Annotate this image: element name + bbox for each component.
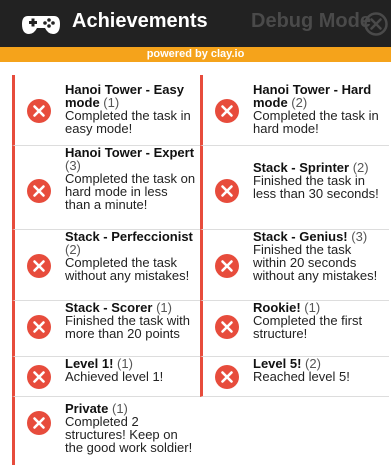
x-circle-icon [27,99,51,123]
achievement-item [200,301,389,357]
achievement-item [12,230,200,301]
achievement-title: Hanoi Tower - Hard mode [253,82,372,110]
debug-mode-button[interactable]: Debug Mode [251,10,371,32]
achievement-item [200,146,389,230]
achievement-item [12,397,200,465]
achievement-row [12,397,389,465]
achievement-item [12,301,200,357]
achievement-item [200,357,389,397]
close-icon[interactable] [364,12,388,36]
achievement-title: Stack - Perfeccionist [65,229,193,244]
x-circle-icon [27,254,51,278]
x-circle-icon [27,179,51,203]
achievement-text [253,230,385,282]
achievement-item [200,75,389,146]
achievement-row [12,146,389,230]
achievement-description: Finished the task in less than 30 seconds! [253,173,379,201]
achievement-description: Achieved level 1! [65,369,164,384]
achievement-description: Finished the task within 20 seconds without any mistakes! [253,242,378,283]
achievement-row [12,357,389,397]
achievement-count: (1) [156,300,172,315]
achievement-item [200,230,389,301]
achievement-title: Rookie! [253,300,301,315]
achievement-text [65,146,196,211]
achievement-text [253,357,385,383]
empty-cell [200,397,389,465]
achievement-title: Stack - Genius! [253,229,348,244]
achievement-text [65,301,196,340]
achievement-text [253,161,385,200]
achievement-title: Stack - Sprinter [253,160,350,175]
achievement-text [253,83,385,135]
achievement-title: Level 5! [253,356,302,371]
x-circle-icon [215,315,239,339]
achievement-description: Completed the first structure! [253,313,363,341]
achievement-text [253,301,385,340]
achievement-count: (1) [304,300,321,315]
achievement-item [12,357,200,397]
x-circle-icon [215,254,239,278]
x-circle-icon [27,411,51,435]
achievement-count: (3) [65,158,81,173]
achievement-text [65,402,196,454]
x-circle-icon [27,365,51,389]
achievement-text [65,83,196,135]
achievement-count: (2) [352,160,369,175]
achievement-description: Completed the task in hard mode! [253,108,379,136]
achievement-description: Reached level 5! [253,369,350,384]
achievement-description: Finished the task with more than 20 points [65,313,191,341]
achievement-description: Completed the task on hard mode in less than a minute! [65,171,196,212]
achievement-title: Private [65,401,109,416]
powered-by-banner: powered by clay.io [0,47,391,62]
achievement-count: (1) [117,356,133,371]
achievement-count: (1) [103,95,120,110]
achievement-text [65,230,196,282]
achievement-count: (3) [351,229,368,244]
achievement-description: Completed the task without any mistakes! [65,255,190,283]
x-circle-icon [215,179,239,203]
achievement-title: Stack - Scorer [65,300,153,315]
achievement-item [12,146,200,230]
achievement-row [12,75,389,146]
achievement-count: (2) [65,242,81,257]
achievement-title: Hanoi Tower - Expert [65,145,195,160]
x-circle-icon [215,99,239,123]
achievement-item [12,75,200,146]
achievement-row [12,230,389,301]
header [0,0,391,47]
window-title: Achievements [72,10,208,32]
gamepad-icon [22,14,60,34]
achievement-description: Completed the task in easy mode! [65,108,191,136]
achievement-count: (2) [305,356,321,371]
achievement-count: (2) [291,95,308,110]
x-circle-icon [215,365,239,389]
achievement-list [12,75,389,465]
x-circle-icon [27,315,51,339]
achievement-count: (1) [112,401,128,416]
achievement-title: Level 1! [65,356,114,371]
achievement-row [12,301,389,357]
achievement-description: Completed 2 structures! Keep on the good work soldier! [65,414,193,455]
achievement-title: Hanoi Tower - Easy mode [65,82,184,110]
achievement-text [65,357,196,383]
